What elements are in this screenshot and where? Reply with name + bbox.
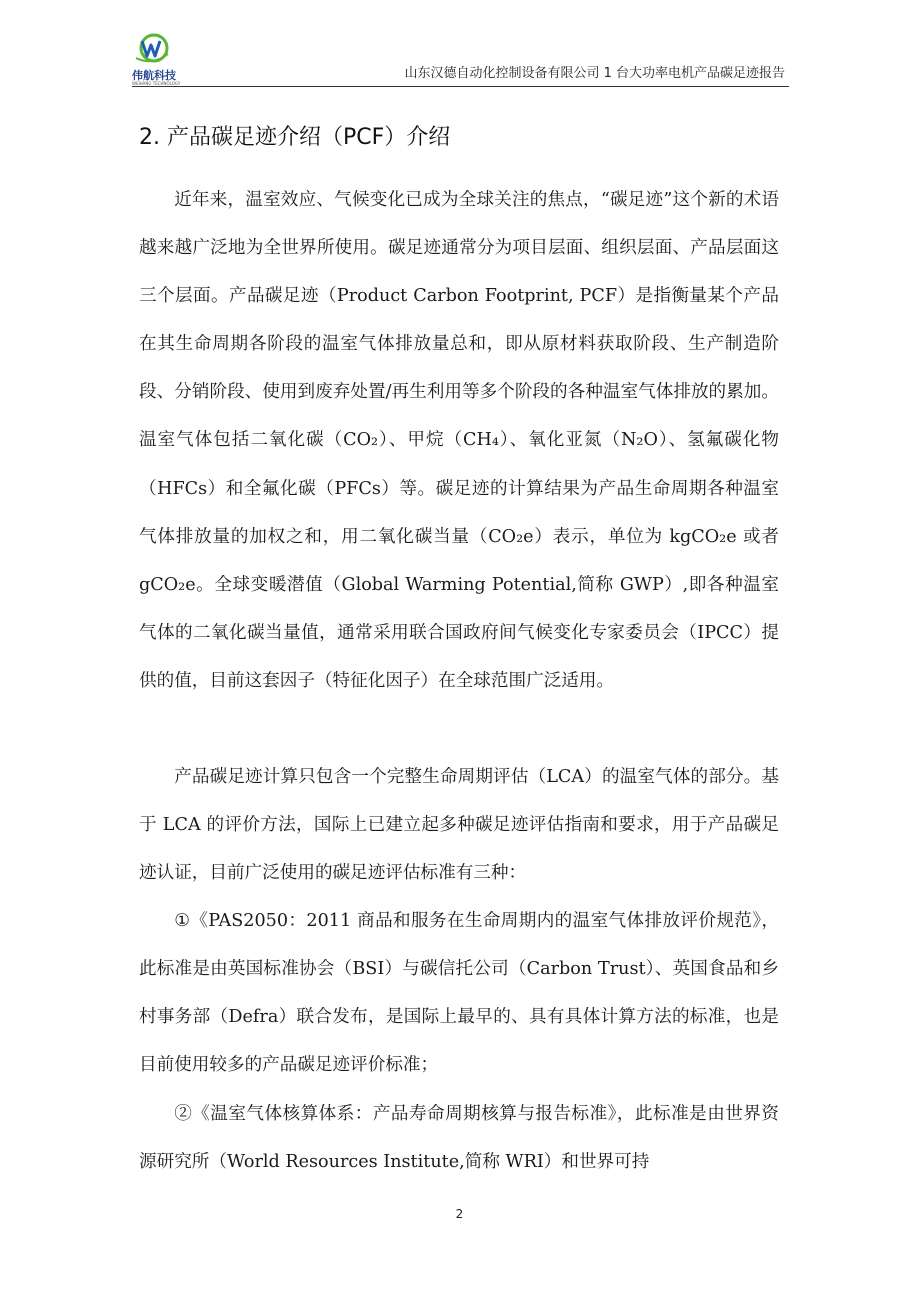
page-number: 2 — [455, 1207, 464, 1221]
logo-mark-icon — [132, 32, 172, 66]
company-logo — [132, 32, 188, 86]
paragraph-lca-scope: 产品碳足迹计算只包含一个完整生命周期评估（LCA）的温室气体的部分。基于 LCA 的评价方法，国际上已建立起多种碳足迹评估指南和要求，用于产品碳足迹认证，目前广泛使用的碳足迹评估标准有三种： — [139, 767, 779, 884]
report-title: 山东汉德自动化控制设备有限公司 1 台大功率电机产品碳足迹报告 — [404, 66, 785, 81]
paragraph-ghg-protocol: ②《温室气体核算体系：产品寿命周期核算与报告标准》，此标准是由世界资源研究所（World Resources Institute,简称 WRI）和世界可持 — [139, 1104, 779, 1173]
logo-subtext: WEIHANG TECHNOLOGY — [132, 81, 181, 86]
logo-text: 伟航科技 — [132, 69, 176, 82]
page-header — [132, 30, 789, 87]
section-heading: 2. 产品碳足迹介绍（PCF）介绍 — [139, 125, 451, 150]
paragraph-pas2050: ①《PAS2050：2011 商品和服务在生命周期内的温室气体排放评价规范》，此标准是由英国标准协会（BSI）与碳信托公司（Carbon Trust）、英国食品和乡村事务部（Defra）联合发布，是国际上最早的、具有具体计算方法的标准，也是目前使用较多的产品碳足迹评价标准； — [139, 911, 779, 1076]
paragraph-pcf-intro: 近年来，温室效应、气候变化已成为全球关注的焦点，“碳足迹”这个新的术语越来越广泛地为全世界所使用。碳足迹通常分为项目层面、组织层面、产品层面这三个层面。产品碳足迹（Product Carbon Footprint, PCF）是指衡量某个产品在其生命周期各阶段的温室气体排放量总和，即从原材料获取阶段、生产制造阶段、分销阶段、使用到废弃处置/再生利用等多个阶段的各种温室气体排放的累加。温室气体包括二氧化碳（CO₂）、甲烷（CH₄）、氧化亚氮（N₂O）、氢氟碳化物（HFCs）和全氟化碳（PFCs）等。碳足迹的计算结果为产品生命周期各种温室气体排放量的加权之和，用二氧化碳当量（CO₂e）表示，单位为 kgCO₂e 或者 gCO₂e。全球变暖潜值（Global Warming Potential,简称 GWP）,即各种温室气体的二氧化碳当量值，通常采用联合国政府间气候变化专家委员会（IPCC）提供的值，目前这套因子（特征化因子）在全球范围广泛适用。 — [139, 190, 779, 691]
